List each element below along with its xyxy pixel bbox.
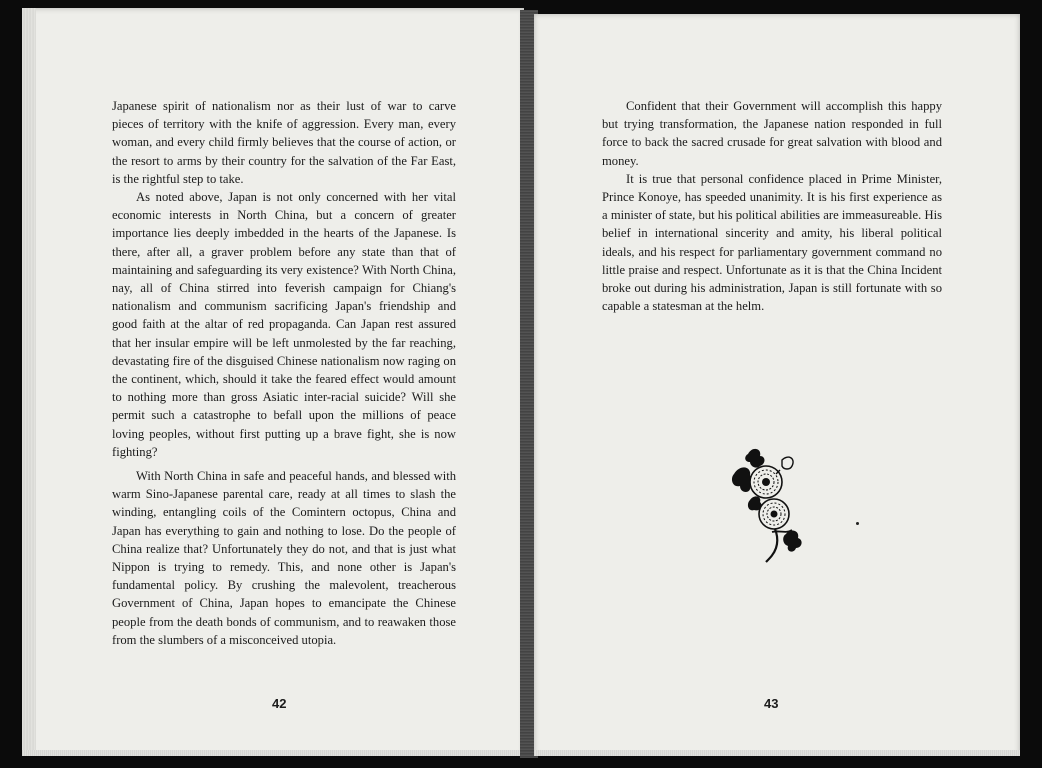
paragraph: Japanese spirit of nationalism nor as their lust of war to carve pieces of territory with the knife of aggression. Every man, every woman, and every child firmly believes that the course of action, or the resort to arms by their country for the salvation of the Far East, is the rightful step to take.	[112, 99, 456, 186]
paragraph: It is true that personal confidence placed in Prime Minister, Prince Konoye, has speeded unanimity. It is his first experience as a minister of state, but his political abilities are immeasureable. His belief in international sincerity and amity, his liberal political ideals, and his respect for parliamentary government command no little praise and respect. Unfortunate as it is that the China Incident broke out during his administration, Japan is still fortunate with so capable a statesman at the helm.	[602, 171, 942, 314]
page-edge	[22, 8, 36, 756]
paragraph: Confident that their Government will accomplish this happy but trying transformation, the Japanese nation responded in full force to back the sacred crusade for great salvation with blood and money.	[602, 99, 942, 168]
right-page	[534, 14, 1020, 756]
ink-speck	[856, 522, 859, 525]
left-page-text	[112, 97, 456, 649]
chrysanthemum-icon	[730, 444, 810, 564]
left-page	[22, 8, 524, 756]
paragraph: As noted above, Japan is not only concerned with her vital economic interests in North China, but a concern of greater importance lies deeply imbedded in the hearts of the Japanese. Is there, after all, a graver problem before any state than that of maintaining and safeguarding its very existence? With North China, nay, all of China stirred into feverish campaign for Chiang's nationalism and communism sacrificing Japan's friendship and good faith at the altar of red propaganda. Can Japan rest assured that her insular empire will be left unmolested by the far reaching, devastating fire of the disguised Chinese nationalism now raging on the continent, which, should it take the feared effect would amount to nothing more than gross Asiatic inter-racial suicide? Will she permit such a catastrophe to befall upon the millions of peace loving peoples, without first putting up a brave fight, she is now fighting?	[112, 190, 456, 459]
page-number: 42	[272, 696, 287, 711]
page-number: 43	[764, 696, 779, 711]
paragraph: With North China in safe and peaceful hands, and blessed with warm Sino-Japanese parental care, ready at all times to slash the winding, entangling coils of the Comintern octopus, China and Japan has everything to gain and nothing to lose. Do the people of China realize that? Unfortunately they do not, and that is just what Nippon is trying to remedy. This, and none other is Japan's fundamental policy. By crushing the malevolent, treacherous Government of China, Japan hopes to emancipate the Chinese people from the death bonds of communism, and to reawaken those from the slumbers of a misconceived utopia.	[112, 469, 456, 647]
right-page-text	[602, 97, 942, 315]
page-edge	[22, 750, 524, 756]
page-edge	[534, 750, 1020, 756]
